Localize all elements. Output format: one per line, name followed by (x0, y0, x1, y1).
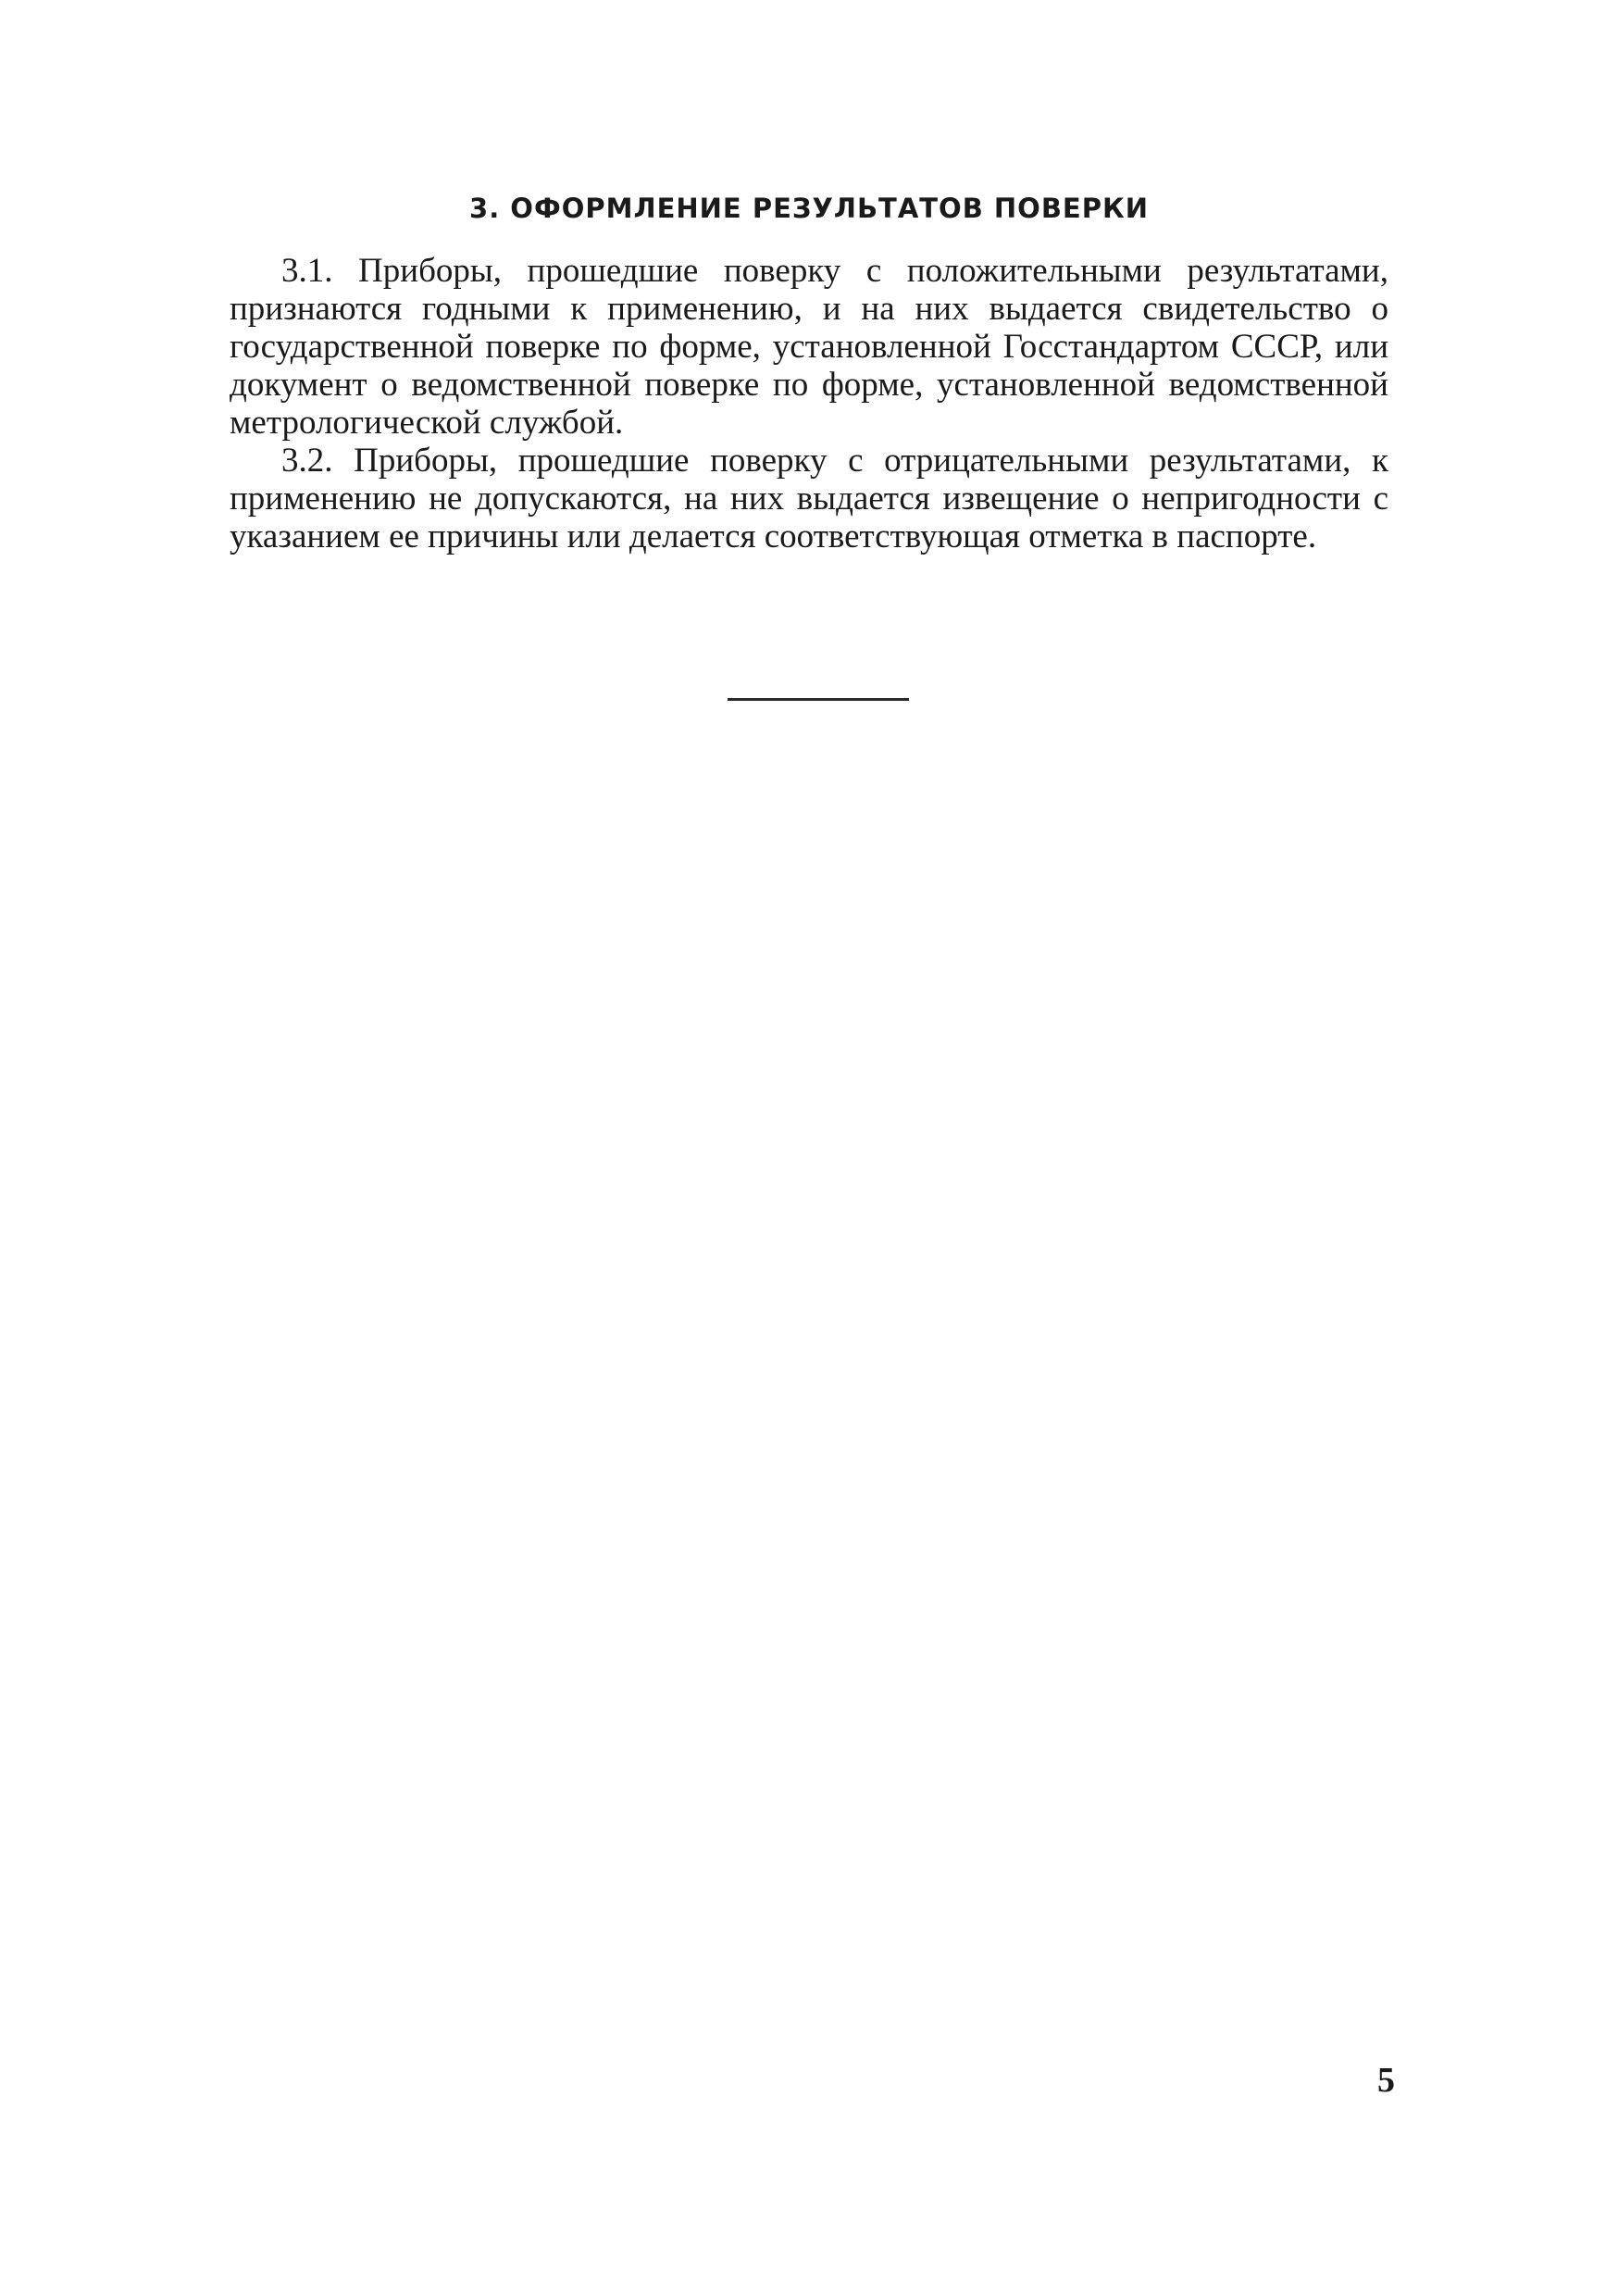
end-of-section-rule (728, 698, 909, 701)
paragraph-3-1: 3.1. Приборы, прошедшие поверку с положительными результатами, признаются годными к применению, и на них выдается свидетельство о государственной поверке по форме, установленной Госстандартом СССР, или документ о ведомственной поверке по форме, установленной ведомственной метрологической службой. (230, 252, 1388, 442)
section-title: 3. ОФОРМЛЕНИЕ РЕЗУЛЬТАТОВ ПОВЕРКИ (469, 193, 1149, 224)
page-number: 5 (1377, 2061, 1395, 2100)
paragraph-3-2: 3.2. Приборы, прошедшие поверку с отрицательными результатами, к применению не допускаются, на них выдается извещение о непригодности с указанием ее причины или делается соответствующая отметка в паспорте. (230, 442, 1388, 555)
section-body (230, 252, 1388, 555)
